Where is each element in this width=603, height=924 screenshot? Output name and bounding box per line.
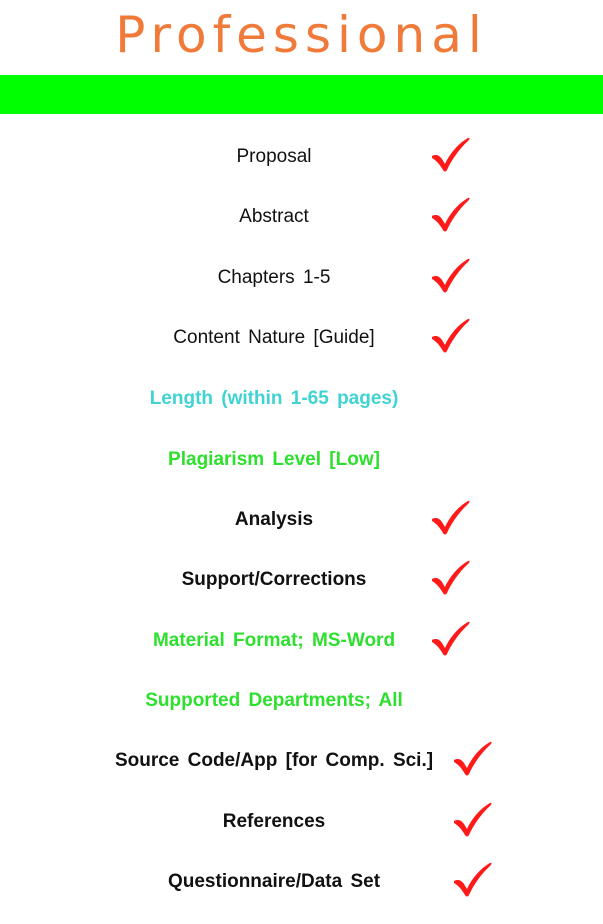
checkmark-icon <box>430 137 470 173</box>
checkmark-icon <box>430 197 470 233</box>
checkmark-icon <box>430 560 470 596</box>
feature-row-references <box>0 802 603 842</box>
feature-row-proposal <box>0 137 603 177</box>
feature-row-source-code <box>0 741 603 781</box>
feature-row-plagiarism <box>0 440 603 480</box>
feature-row-departments <box>0 681 603 721</box>
feature-row-abstract <box>0 197 603 237</box>
feature-label: References <box>222 811 326 832</box>
feature-row-chapters <box>0 258 603 298</box>
feature-label: Material Format; MS-Word <box>152 630 396 651</box>
feature-label: Proposal <box>236 146 312 167</box>
checkmark-icon <box>452 862 492 898</box>
feature-label: Support/Corrections <box>181 569 367 590</box>
feature-row-questionnaire <box>0 862 603 902</box>
green-banner <box>0 75 603 114</box>
feature-label: Plagiarism Level [Low] <box>168 449 380 470</box>
feature-row-length <box>0 379 603 419</box>
checkmark-icon <box>430 500 470 536</box>
checkmark-icon <box>430 318 470 354</box>
feature-label: Abstract <box>239 206 309 227</box>
feature-row-support <box>0 560 603 600</box>
checkmark-icon <box>430 258 470 294</box>
feature-label: Chapters 1-5 <box>217 267 331 288</box>
feature-label: Content Nature [Guide] <box>173 327 375 348</box>
checkmark-icon <box>452 741 492 777</box>
feature-label: Length (within 1-65 pages) <box>149 388 399 409</box>
page-title: Professional <box>115 6 488 64</box>
feature-row-content-nature <box>0 318 603 358</box>
feature-label: Questionnaire/Data Set <box>167 871 381 892</box>
feature-row-analysis <box>0 500 603 540</box>
feature-label: Supported Departments; All <box>145 690 403 711</box>
feature-label: Analysis <box>234 509 314 530</box>
feature-label: Source Code/App [for Comp. Sci.] <box>114 750 434 771</box>
checkmark-icon <box>452 802 492 838</box>
checkmark-icon <box>430 621 470 657</box>
feature-row-material-format <box>0 621 603 661</box>
